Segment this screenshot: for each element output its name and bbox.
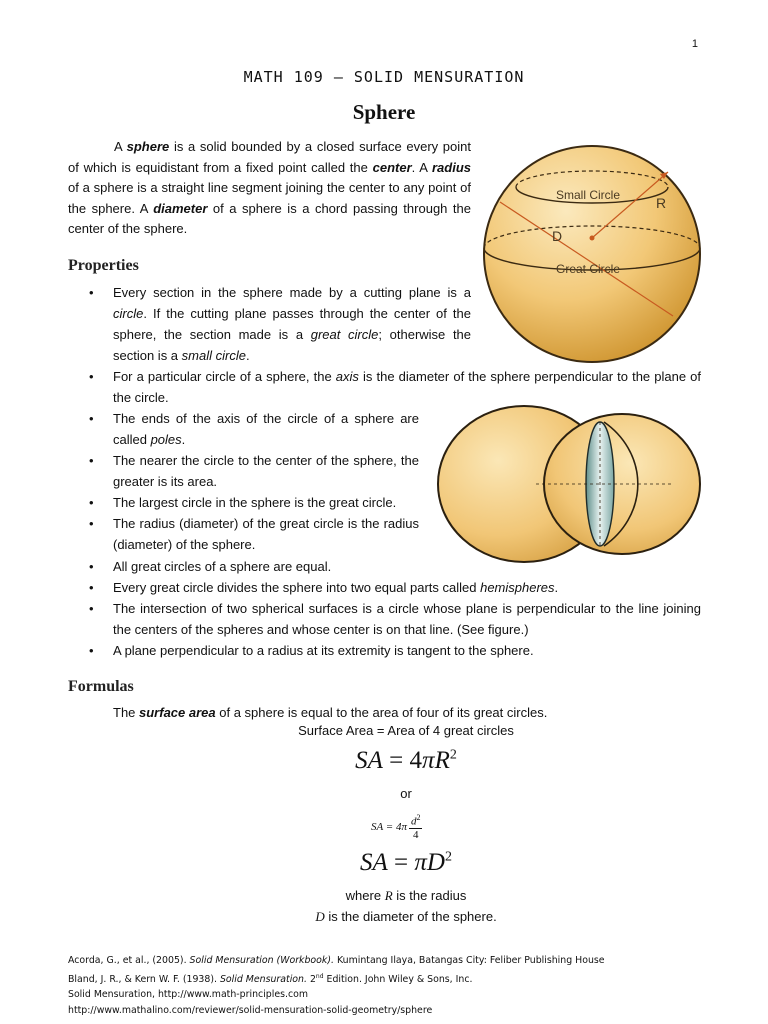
ref-sup: nd <box>315 972 324 980</box>
term-axis: axis <box>335 369 359 384</box>
formula-part: R <box>434 747 450 774</box>
list-item <box>68 408 419 450</box>
item-text: Every section in the sphere made by a cutting plane is a <box>113 285 471 300</box>
formula-sa-4pir2 <box>0 747 768 775</box>
center-point <box>590 236 595 241</box>
fraction <box>409 813 423 841</box>
formula-part: SA <box>360 849 388 876</box>
formula-sa-pid2 <box>0 849 768 877</box>
list-item: • A plane perpendicular to a radius at its extremity is tangent to the sphere. <box>68 640 701 661</box>
intersecting-spheres-figure <box>432 404 716 570</box>
fraction-numerator <box>409 813 423 829</box>
properties-list-a <box>68 282 471 366</box>
reference-item: Solid Mensuration, http://www.math-principles.com <box>68 989 309 1001</box>
formula-text: is the radius <box>392 888 467 903</box>
formula-part: = <box>387 849 415 876</box>
item-text: The ends of the axis of the circle of a sphere are called <box>113 411 419 447</box>
term-circle: circle <box>113 306 144 321</box>
item-text: . <box>181 432 186 447</box>
list-item: • The intersection of two spherical surfaces is a circle whose plane is perpendicular to the line joining the centers of the spheres and whose center is on that line. (See figure.) <box>68 598 701 640</box>
references <box>68 953 605 1018</box>
great-circle-label: Great Circle <box>556 262 621 276</box>
intro-text: is a solid bounded by a closed surface every point of which is equidistant from a fixed point called the <box>68 139 471 175</box>
item-text: is the diameter of the sphere perpendicular to the plane of the circle. <box>113 369 701 405</box>
formula-exponent: 2 <box>444 849 452 865</box>
formula-part: = 4 <box>382 747 423 774</box>
sphere-outline <box>484 146 700 362</box>
small-circle-label: Small Circle <box>556 188 621 202</box>
intro-text: of a sphere is a chord passing through the center of the sphere. <box>68 200 471 237</box>
item-text: Every great circle divides the sphere into two equal parts called <box>113 580 481 595</box>
properties-heading: Properties <box>68 257 139 274</box>
item-text: . <box>554 580 559 595</box>
ref-text: Kumintang Ilaya, Batangas City: Feliber Publishing House <box>333 955 605 966</box>
formula-part: SA = 4π <box>371 821 407 833</box>
variable-r: R <box>384 888 393 903</box>
surface-area-statement <box>113 703 713 724</box>
formula-part: d <box>410 815 417 828</box>
intro-paragraph <box>68 137 471 240</box>
ref-title: Solid Mensuration. <box>219 973 307 985</box>
list-item <box>68 282 471 366</box>
intro-text: . A <box>411 159 432 175</box>
ref-text: Acorda, G., et al., (2005). <box>68 955 190 966</box>
surface-area-rule: Surface Area = Area of 4 great circles <box>298 723 514 738</box>
page-title: Sphere <box>352 100 416 124</box>
list-item: • The nearer the circle to the center of the sphere, the greater is its area. <box>68 450 419 492</box>
item-text: . <box>245 348 250 363</box>
properties-list-c <box>68 408 419 555</box>
properties-list-d <box>68 556 701 661</box>
formula-part: π <box>422 747 435 774</box>
formula-part: D <box>426 849 445 876</box>
formula-text: The <box>113 705 140 720</box>
where-line <box>0 888 768 904</box>
intro-text: of a sphere is a straight line segment joining the center to any point of the sphere. A <box>68 180 471 216</box>
term-radius: radius <box>431 159 471 175</box>
term-sphere: sphere <box>126 139 170 154</box>
or-text: or <box>400 786 412 801</box>
list-item: • All great circles of a sphere are equal. <box>68 556 701 577</box>
term-surface-area: surface area <box>139 705 216 720</box>
term-great-circle: great circle <box>310 327 379 342</box>
item-text: For a particular circle of a sphere, the <box>113 369 336 384</box>
course-title: MATH 109 – SOLID MENSURATION <box>243 68 525 86</box>
formula-text: of a sphere is equal to the area of four of its great circles. <box>215 705 548 720</box>
term-diameter: diameter <box>153 200 208 216</box>
radius-label: R <box>656 195 667 211</box>
ref-text: Bland, J. R., & Kern W. F. (1938). <box>68 973 220 985</box>
ref-text: 2 <box>306 973 316 985</box>
item-text: ; otherwise the section is a <box>113 327 472 363</box>
formula-exponent: 2 <box>449 747 457 763</box>
formula-text: is the diameter of the sphere. <box>324 909 497 924</box>
variable-d: D <box>315 909 325 924</box>
formula-text: where <box>345 888 385 903</box>
term-hemispheres: hemispheres <box>480 580 555 595</box>
item-text: . If the cutting plane passes through the center of the sphere, the section made is a <box>113 306 471 342</box>
page-number: 1 <box>691 38 698 50</box>
list-item <box>68 577 701 598</box>
formula-part: SA <box>355 747 383 774</box>
diameter-label: D <box>552 228 563 244</box>
diameter-line-text <box>0 909 768 925</box>
fraction-denominator: 4 <box>412 828 419 841</box>
term-center: center <box>372 159 412 175</box>
reference-item <box>68 969 605 988</box>
list-item <box>68 366 701 408</box>
term-poles: poles <box>150 432 182 447</box>
formula-part: π <box>414 849 427 876</box>
formula-exponent: 2 <box>416 813 421 823</box>
ref-text: Edition. John Wiley & Sons, Inc. <box>323 973 473 985</box>
list-item: • The largest circle in the sphere is the great circle. <box>68 492 419 513</box>
reference-item: http://www.mathalino.com/reviewer/solid-mensuration-solid-geometry/sphere <box>68 1004 433 1016</box>
properties-list-b <box>68 366 701 408</box>
sphere-figure <box>478 138 706 370</box>
list-item: • The radius (diameter) of the great circle is the radius (diameter) of the sphere. <box>68 513 419 555</box>
ref-title: Solid Mensuration (Workbook). <box>189 955 334 966</box>
term-small-circle: small circle <box>181 348 246 363</box>
reference-item <box>68 953 605 969</box>
formulas-heading: Formulas <box>68 678 134 695</box>
intro-text: A <box>114 139 122 154</box>
formula-sa-d2 <box>371 809 422 845</box>
